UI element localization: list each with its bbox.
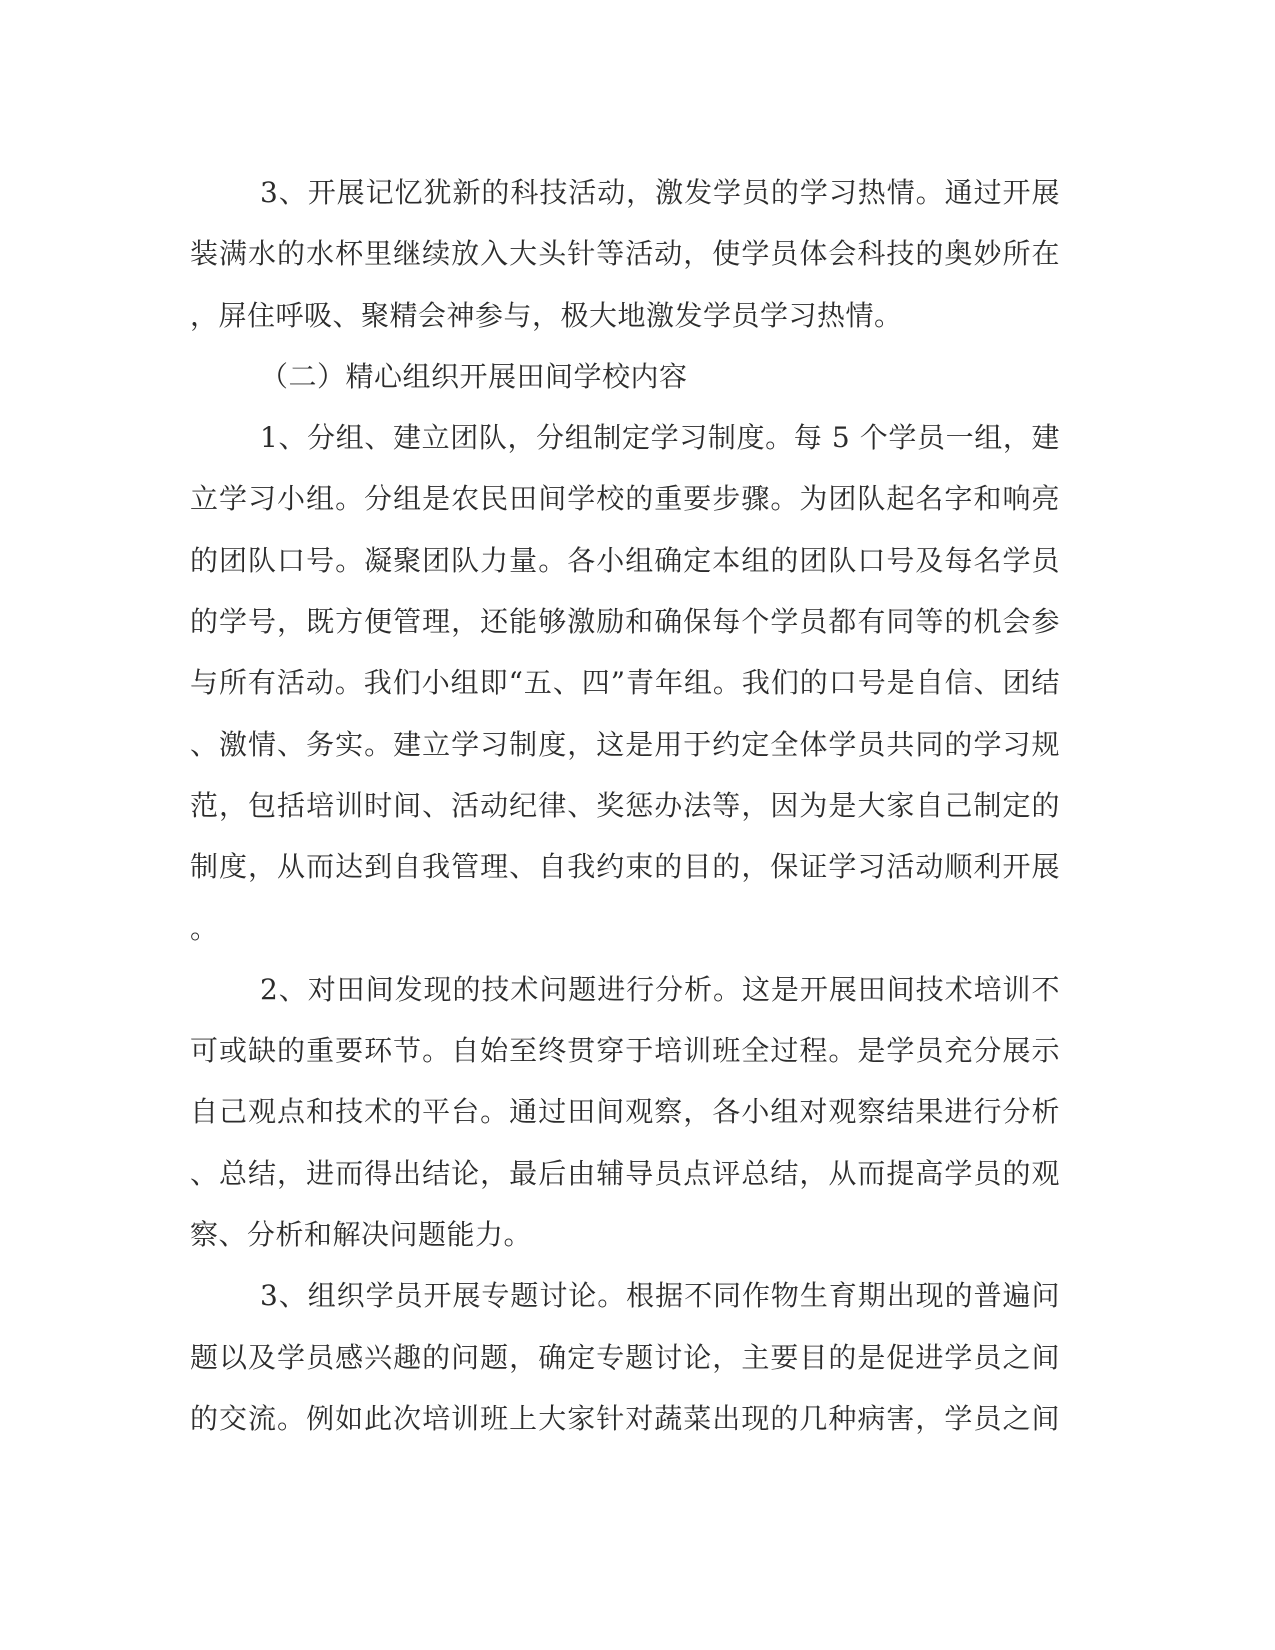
paragraph-line: 的交流。例如此次培训班上大家针对蔬菜出现的几种病害，学员之间 (190, 1401, 1060, 1435)
paragraph-line: 。 (190, 911, 219, 945)
paragraph-line: 1、分组、建立团队，分组制定学习制度。每 5 个学员一组，建 (260, 421, 1060, 455)
body-text (190, 162, 1060, 1449)
paragraph-line: 的学号，既方便管理，还能够激励和确保每个学员都有同等的机会参 (190, 605, 1060, 639)
paragraph-line: 与所有活动。我们小组即“五、四”青年组。我们的口号是自信、团结 (190, 666, 1060, 700)
section-heading: （二）精心组织开展田间学校内容 (260, 359, 688, 393)
paragraph-line: 3、开展记忆犹新的科技活动，激发学员的学习热情。通过开展 (260, 176, 1060, 209)
paragraph-line: 的团队口号。凝聚团队力量。各小组确定本组的团队口号及每名学员 (190, 543, 1060, 577)
paragraph-line: 装满水的水杯里继续放入大头针等活动，使学员体会科技的奥妙所在 (190, 237, 1060, 271)
paragraph-line: 、激情、务实。建立学习制度，这是用于约定全体学员共同的学习规 (190, 727, 1060, 761)
paragraph-line: 可或缺的重要环节。自始至终贯穿于培训班全过程。是学员充分展示 (190, 1034, 1060, 1068)
paragraph-line: 制度，从而达到自我管理、自我约束的目的，保证学习活动顺利开展 (190, 850, 1060, 884)
paragraph-line: 2、对田间发现的技术问题进行分析。这是开展田间技术培训不 (260, 972, 1060, 1006)
paragraph-line: 3、组织学员开展专题讨论。根据不同作物生育期出现的普遍问 (260, 1279, 1060, 1313)
paragraph-line: 、总结，进而得出结论，最后由辅导员点评总结，从而提高学员的观 (190, 1156, 1060, 1190)
paragraph-line: 自己观点和技术的平台。通过田间观察，各小组对观察结果进行分析 (190, 1095, 1060, 1129)
paragraph-line: ，屏住呼吸、聚精会神参与，极大地激发学员学习热情。 (190, 298, 903, 332)
paragraph-line: 立学习小组。分组是农民田间学校的重要步骤。为团队起名字和响亮 (190, 482, 1060, 516)
paragraph-line: 察、分析和解决问题能力。 (190, 1218, 533, 1252)
paragraph-line: 范，包括培训时间、活动纪律、奖惩办法等，因为是大家自己制定的 (190, 788, 1060, 822)
paragraph-line: 题以及学员感兴趣的问题，确定专题讨论，主要目的是促进学员之间 (190, 1340, 1060, 1374)
